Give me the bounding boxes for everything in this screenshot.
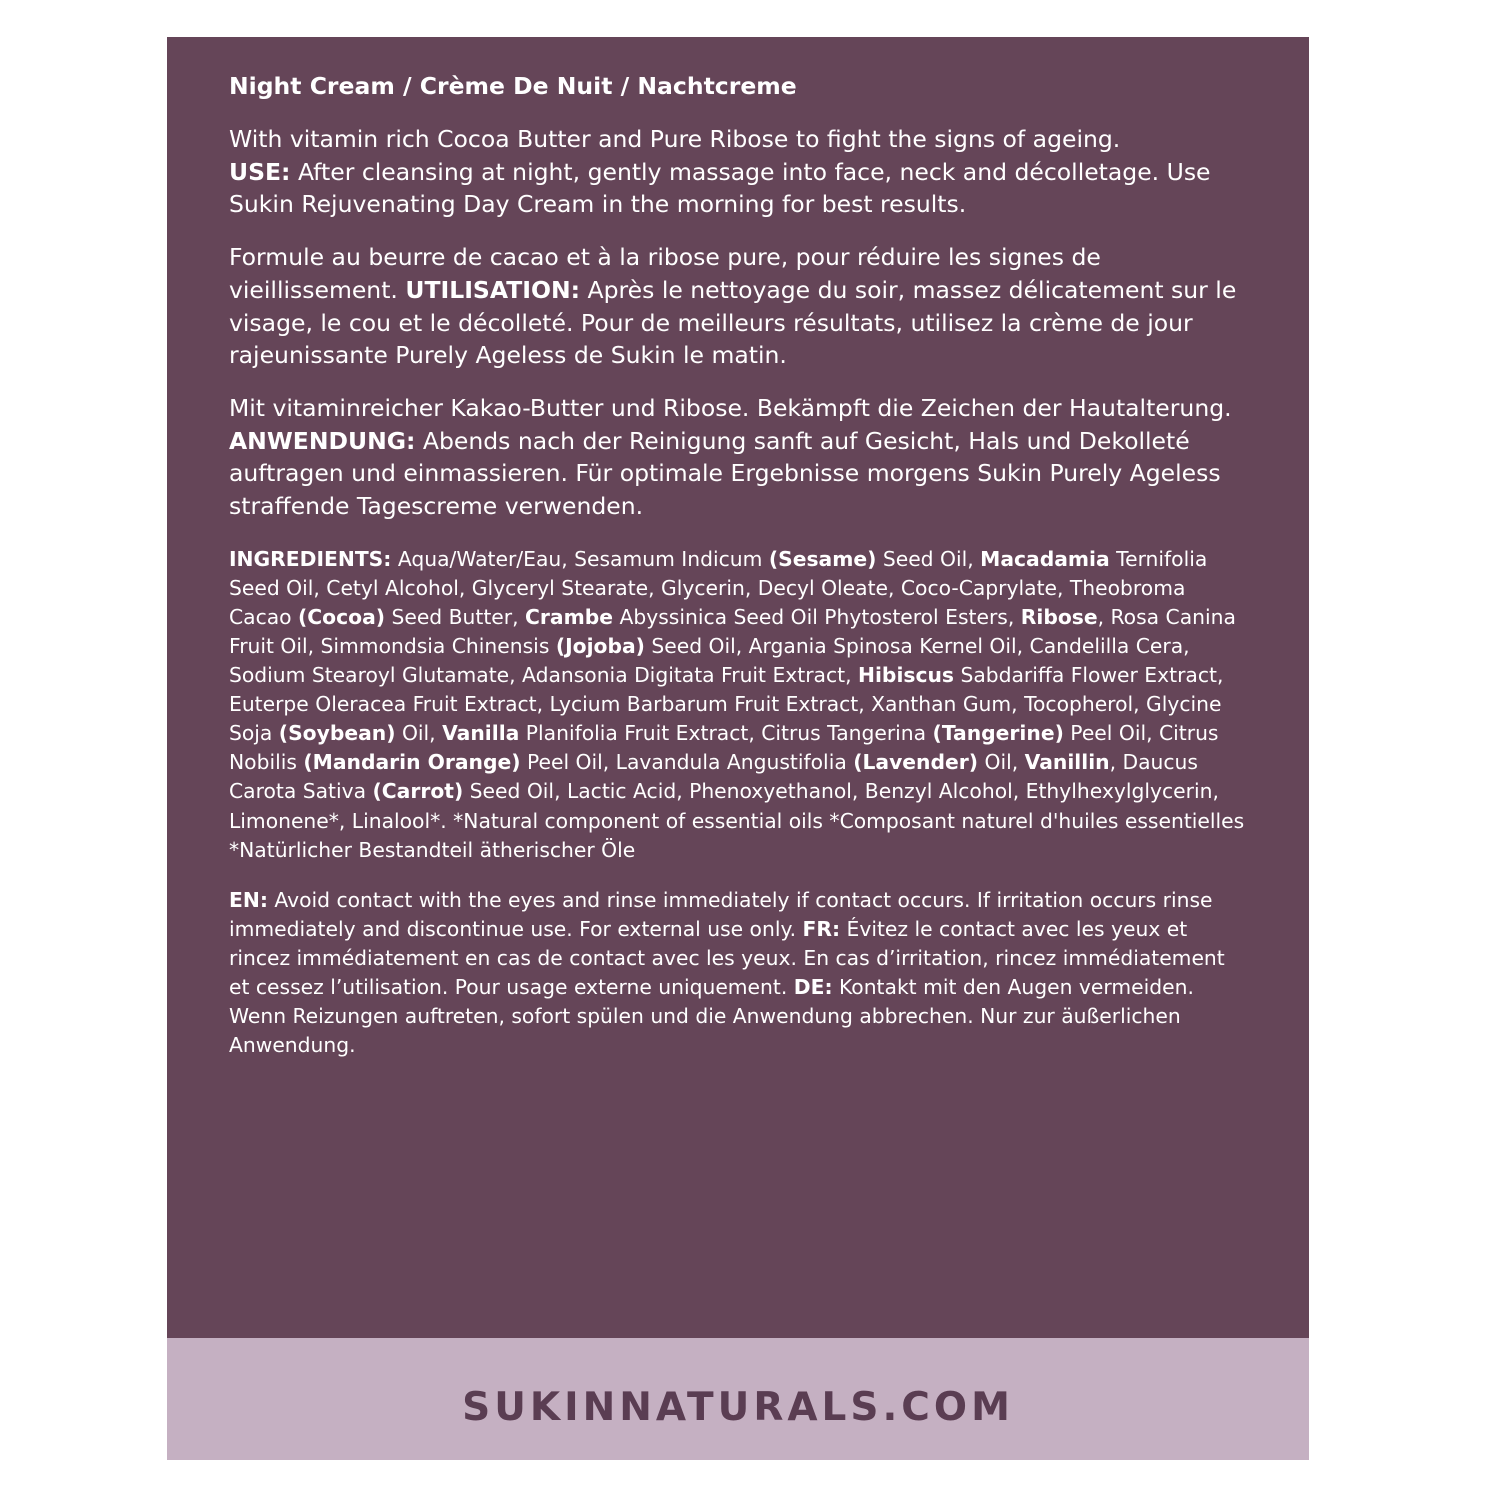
english-intro: With vitamin rich Cocoa Butter and Pure Ribose to fight the signs of ageing.	[229, 125, 1121, 153]
french-use-text: Après le nettoyage du soir, massez délicatement sur le visage, le cou et le décolleté. Pour de meilleurs résultats, utilisez la crème de jour rajeunissante Purely Ageless de Sukin le matin.	[229, 275, 1237, 370]
warning-fr-text: Évitez le contact avec les yeux et rincez immédiatement en cas de contact avec les yeux. En cas d’irritation, rincez immédiatement et cessez l’utilisation. Pour usage externe uniquement.	[229, 916, 1225, 1000]
english-use-text: After cleansing at night, gently massage into face, neck and décolletage. Use Sukin Rejuvenating Day Cream in the morning for best results.	[229, 157, 1211, 219]
french-description	[229, 241, 1249, 372]
ingredient-text: Aqua/Water/Eau, Sesamum Indicum	[391, 546, 769, 571]
ingredient-text: Planifolia Fruit Extract, Citrus Tangerina	[519, 721, 933, 746]
ingredient-text: , Daucus Carota Sativa	[229, 750, 1198, 804]
ingredient-text: Peel Oil, Citrus Nobilis	[229, 721, 1219, 775]
ingredient-text: , Rosa Canina Fruit Oil, Simmondsia Chinensis	[229, 604, 1236, 659]
website-url: SUKINNATURALS.COM	[462, 1385, 1014, 1430]
warnings-block	[229, 886, 1249, 1061]
ingredient-text: Seed Oil, Lactic Acid, Phenoxyethanol, Benzyl Alcohol, Ethylhexylglycerin, Limonene*, Linalool*. *Natural component of essential oils *Composant naturel d'huiles essentielles *Natürlicher Bestandteil ätherischer Öle	[229, 779, 1245, 862]
ingredient-highlight: Ribose	[1020, 604, 1098, 629]
german-intro: Mit vitaminreicher Kakao-Butter und Ribose. Bekämpft die Zeichen der Hautalterung.	[229, 393, 1232, 422]
french-intro: Formule au beurre de cacao et à la ribose pure, pour réduire les signes de vieillissement.	[229, 243, 1101, 304]
ingredients-list	[229, 545, 1249, 865]
ingredient-highlight: Vanilla	[442, 721, 520, 746]
german-use-label: ANWENDUNG:	[229, 426, 416, 455]
footer-band	[167, 1338, 1309, 1460]
ingredient-highlight: Macadamia	[980, 546, 1110, 571]
ingredient-text: Ternifolia Seed Oil, Cetyl Alcohol, Glyceryl Stearate, Glycerin, Decyl Oleate, Coco-Caprylate, Theobroma Cacao	[229, 546, 1208, 629]
ingredient-text: Peel Oil, Lavandula Angustifolia	[520, 750, 854, 775]
ingredient-text: Seed Oil, Argania Spinosa Kernel Oil, Candelilla Cera, Sodium Stearoyl Glutamate, Adansonia Digitata Fruit Extract,	[229, 634, 1190, 688]
ingredient-highlight: Vanillin	[1024, 750, 1110, 775]
ingredient-text: Seed Oil,	[876, 546, 981, 571]
ingredient-text: Sabdariffa Flower Extract, Euterpe Oleracea Fruit Extract, Lycium Barbarum Fruit Extract, Xanthan Gum, Tocopherol, Glycine Soja	[229, 663, 1224, 746]
warning-de-label: DE:	[793, 975, 833, 1000]
ingredient-highlight: (Cocoa)	[298, 604, 386, 629]
ingredient-highlight: (Carrot)	[372, 779, 464, 804]
ingredient-text: Oil,	[978, 750, 1025, 775]
ingredient-text: Oil,	[395, 721, 443, 746]
ingredient-highlight: Crambe	[525, 604, 613, 629]
ingredient-text: Seed Butter,	[385, 604, 526, 629]
product-title: Night Cream / Crème De Nuit / Nachtcreme	[229, 72, 797, 100]
german-description	[229, 392, 1249, 523]
ingredient-text: Abyssinica Seed Oil Phytosterol Esters,	[613, 604, 1021, 629]
ingredient-highlight: (Mandarin Orange)	[303, 750, 521, 775]
ingredient-highlight: (Soybean)	[278, 721, 396, 746]
ingredient-highlight: Hibiscus	[858, 663, 954, 688]
german-use-text: Abends nach der Reinigung sanft auf Gesicht, Hals und Dekolleté auftragen und einmassieren. Für optimale Ergebnisse morgens Sukin Purely Ageless straffende Tagescreme verwenden.	[229, 426, 1221, 521]
warning-en-label: EN:	[229, 887, 268, 912]
english-use-label: USE:	[229, 157, 291, 186]
ingredient-highlight: (Lavender)	[853, 750, 979, 775]
ingredient-highlight: (Tangerine)	[932, 721, 1064, 746]
english-description	[229, 123, 1249, 221]
warning-de-text: Kontakt mit den Augen vermeiden. Wenn Reizungen auftreten, sofort spülen und die Anwendung abbrechen. Nur zur äußerlichen Anwendung.	[229, 975, 1194, 1058]
french-use-label: UTILISATION:	[405, 275, 581, 304]
warning-en-text: Avoid contact with the eyes and rinse immediately if contact occurs. If irritation occurs rinse immediately and discontinue use. For external use only.	[229, 887, 1213, 941]
warning-fr-label: FR:	[802, 916, 841, 941]
ingredient-highlight: (Sesame)	[768, 546, 877, 571]
ingredients-label: INGREDIENTS:	[229, 546, 392, 571]
ingredient-highlight: (Jojoba)	[555, 634, 645, 659]
label-panel	[167, 37, 1309, 1338]
